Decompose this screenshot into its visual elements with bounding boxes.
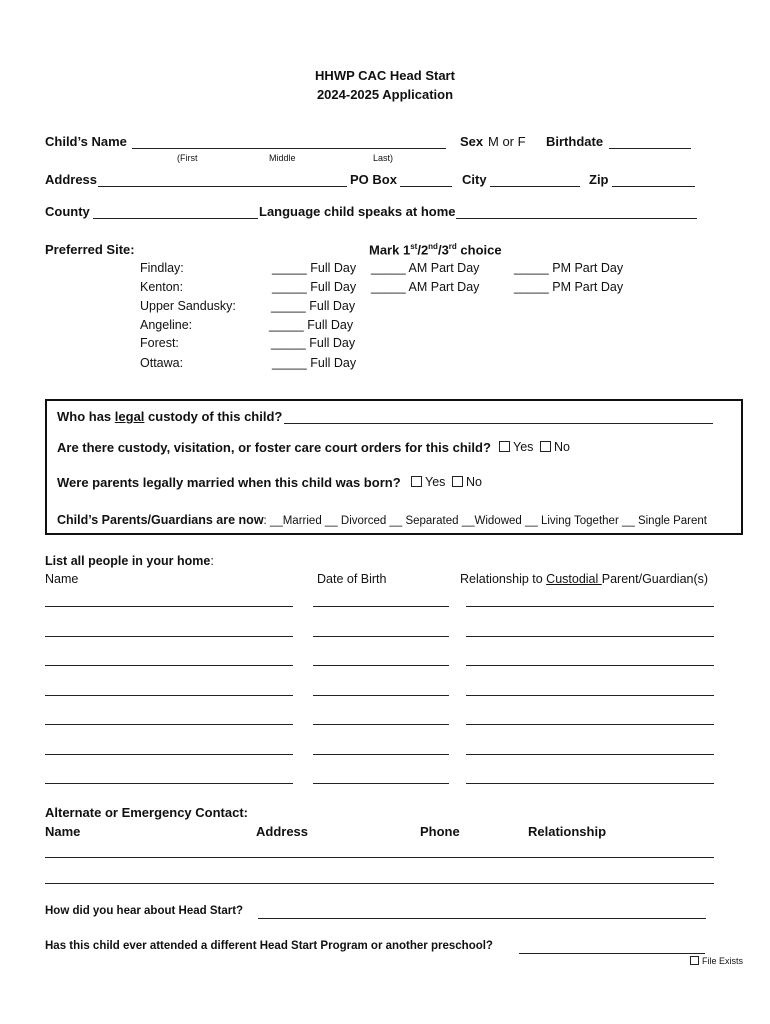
household-relationship-field[interactable] [466,754,714,755]
hear-about-field[interactable] [258,918,706,919]
po-box-field[interactable] [400,186,452,187]
emergency-contact-label: Alternate or Emergency Contact: [45,805,248,820]
household-name-field[interactable] [45,636,293,637]
findlay-pm-part-day[interactable]: _____ PM Part Day [514,261,624,275]
language-label: Language child speaks at home [259,204,456,219]
household-relationship-field[interactable] [466,636,714,637]
site-ottawa: Ottawa: [140,356,184,370]
address-label: Address [45,172,98,187]
choice-instruction: Mark 1st/2nd/3rd choice [369,242,502,258]
emergency-col-relationship: Relationship [528,824,607,839]
form-title: HHWP CAC Head Start [315,68,455,83]
file-exists-checkbox[interactable] [690,956,699,965]
birthdate-field[interactable] [609,148,691,149]
county-label: County [45,204,90,219]
court-orders-no[interactable]: No [540,440,570,454]
household-relationship-field[interactable] [466,695,714,696]
household-name-field[interactable] [45,606,293,607]
household-relationship-field[interactable] [466,606,714,607]
married-no[interactable]: No [452,475,482,489]
married-question: Were parents legally married when this child was born? [57,475,401,490]
birthdate-label: Birthdate [546,134,604,149]
emergency-col-name: Name [45,824,81,839]
emergency-col-address: Address [256,824,309,839]
childs-name-field[interactable] [132,148,446,149]
file-exists[interactable]: File Exists [690,956,743,966]
form-subtitle: 2024-2025 Application [316,87,454,102]
emergency-contact-line-1[interactable] [45,857,714,858]
findlay-am-part-day[interactable]: _____ AM Part Day [371,261,480,275]
household-col-relationship: Relationship to Custodial Parent/Guardian(s) [460,572,709,586]
legal-custody-field[interactable] [284,423,713,424]
upper-sandusky-full-day[interactable]: _____ Full Day [271,299,356,313]
household-relationship-field[interactable] [466,724,714,725]
married-yes[interactable]: Yes [411,475,445,489]
household-relationship-field[interactable] [466,665,714,666]
parents-status[interactable]: Child’s Parents/Guardians are now: __Married __ Divorced __ Separated __Widowed __ Living Together __ Single Parent [57,513,707,527]
findlay-full-day[interactable]: _____ Full Day [272,261,357,275]
household-dob-field[interactable] [313,695,449,696]
po-box-label: PO Box [350,172,397,187]
household-name-field[interactable] [45,724,293,725]
household-dob-field[interactable] [313,724,449,725]
kenton-full-day[interactable]: _____ Full Day [272,280,357,294]
household-name-field[interactable] [45,695,293,696]
household-dob-field[interactable] [313,636,449,637]
household-name-field[interactable] [45,665,293,666]
emergency-contact-line-2[interactable] [45,883,714,884]
kenton-am-part-day[interactable]: _____ AM Part Day [371,280,480,294]
name-sub-middle: Middle [269,153,296,163]
household-dob-field[interactable] [313,783,449,784]
court-orders-question: Are there custody, visitation, or foster care court orders for this child? [57,440,491,455]
forest-full-day[interactable]: _____ Full Day [271,336,356,350]
language-field[interactable] [456,218,697,219]
city-field[interactable] [490,186,580,187]
site-forest: Forest: [140,336,179,350]
county-field[interactable] [93,218,258,219]
household-name-field[interactable] [45,783,293,784]
household-dob-field[interactable] [313,665,449,666]
court-orders-yes-checkbox[interactable] [499,441,510,452]
sex-label: Sex [460,134,484,149]
kenton-pm-part-day[interactable]: _____ PM Part Day [514,280,624,294]
zip-label: Zip [589,172,609,187]
preferred-site-label: Preferred Site: [45,242,135,257]
site-angeline: Angeline: [140,318,193,332]
emergency-col-phone: Phone [420,824,460,839]
household-col-name: Name [45,572,79,586]
site-kenton: Kenton: [140,280,184,294]
legal-custody-question: Who has legal custody of this child? [57,409,283,424]
household-dob-field[interactable] [313,754,449,755]
household-dob-field[interactable] [313,606,449,607]
household-relationship-field[interactable] [466,783,714,784]
attended-question: Has this child ever attended a different Head Start Program or another preschool? [45,940,493,952]
angeline-full-day[interactable]: _____ Full Day [269,318,354,332]
household-col-dob: Date of Birth [317,572,387,586]
household-label: List all people in your home: [45,554,214,568]
hear-about-question: How did you hear about Head Start? [45,905,244,917]
ottawa-full-day[interactable]: _____ Full Day [272,356,357,370]
name-sub-first: (First [177,153,198,163]
childs-name-label: Child’s Name [45,134,127,149]
sex-options: M or F [488,134,526,149]
address-field[interactable] [98,186,347,187]
married-yes-checkbox[interactable] [411,476,422,487]
court-orders-yes[interactable]: Yes [499,440,533,454]
married-no-checkbox[interactable] [452,476,463,487]
name-sub-last: Last) [373,153,394,163]
site-upper-sandusky: Upper Sandusky: [140,299,236,313]
household-name-field[interactable] [45,754,293,755]
zip-field[interactable] [612,186,695,187]
site-findlay: Findlay: [140,261,184,275]
court-orders-no-checkbox[interactable] [540,441,551,452]
attended-field[interactable] [519,953,705,954]
city-label: City [462,172,487,187]
